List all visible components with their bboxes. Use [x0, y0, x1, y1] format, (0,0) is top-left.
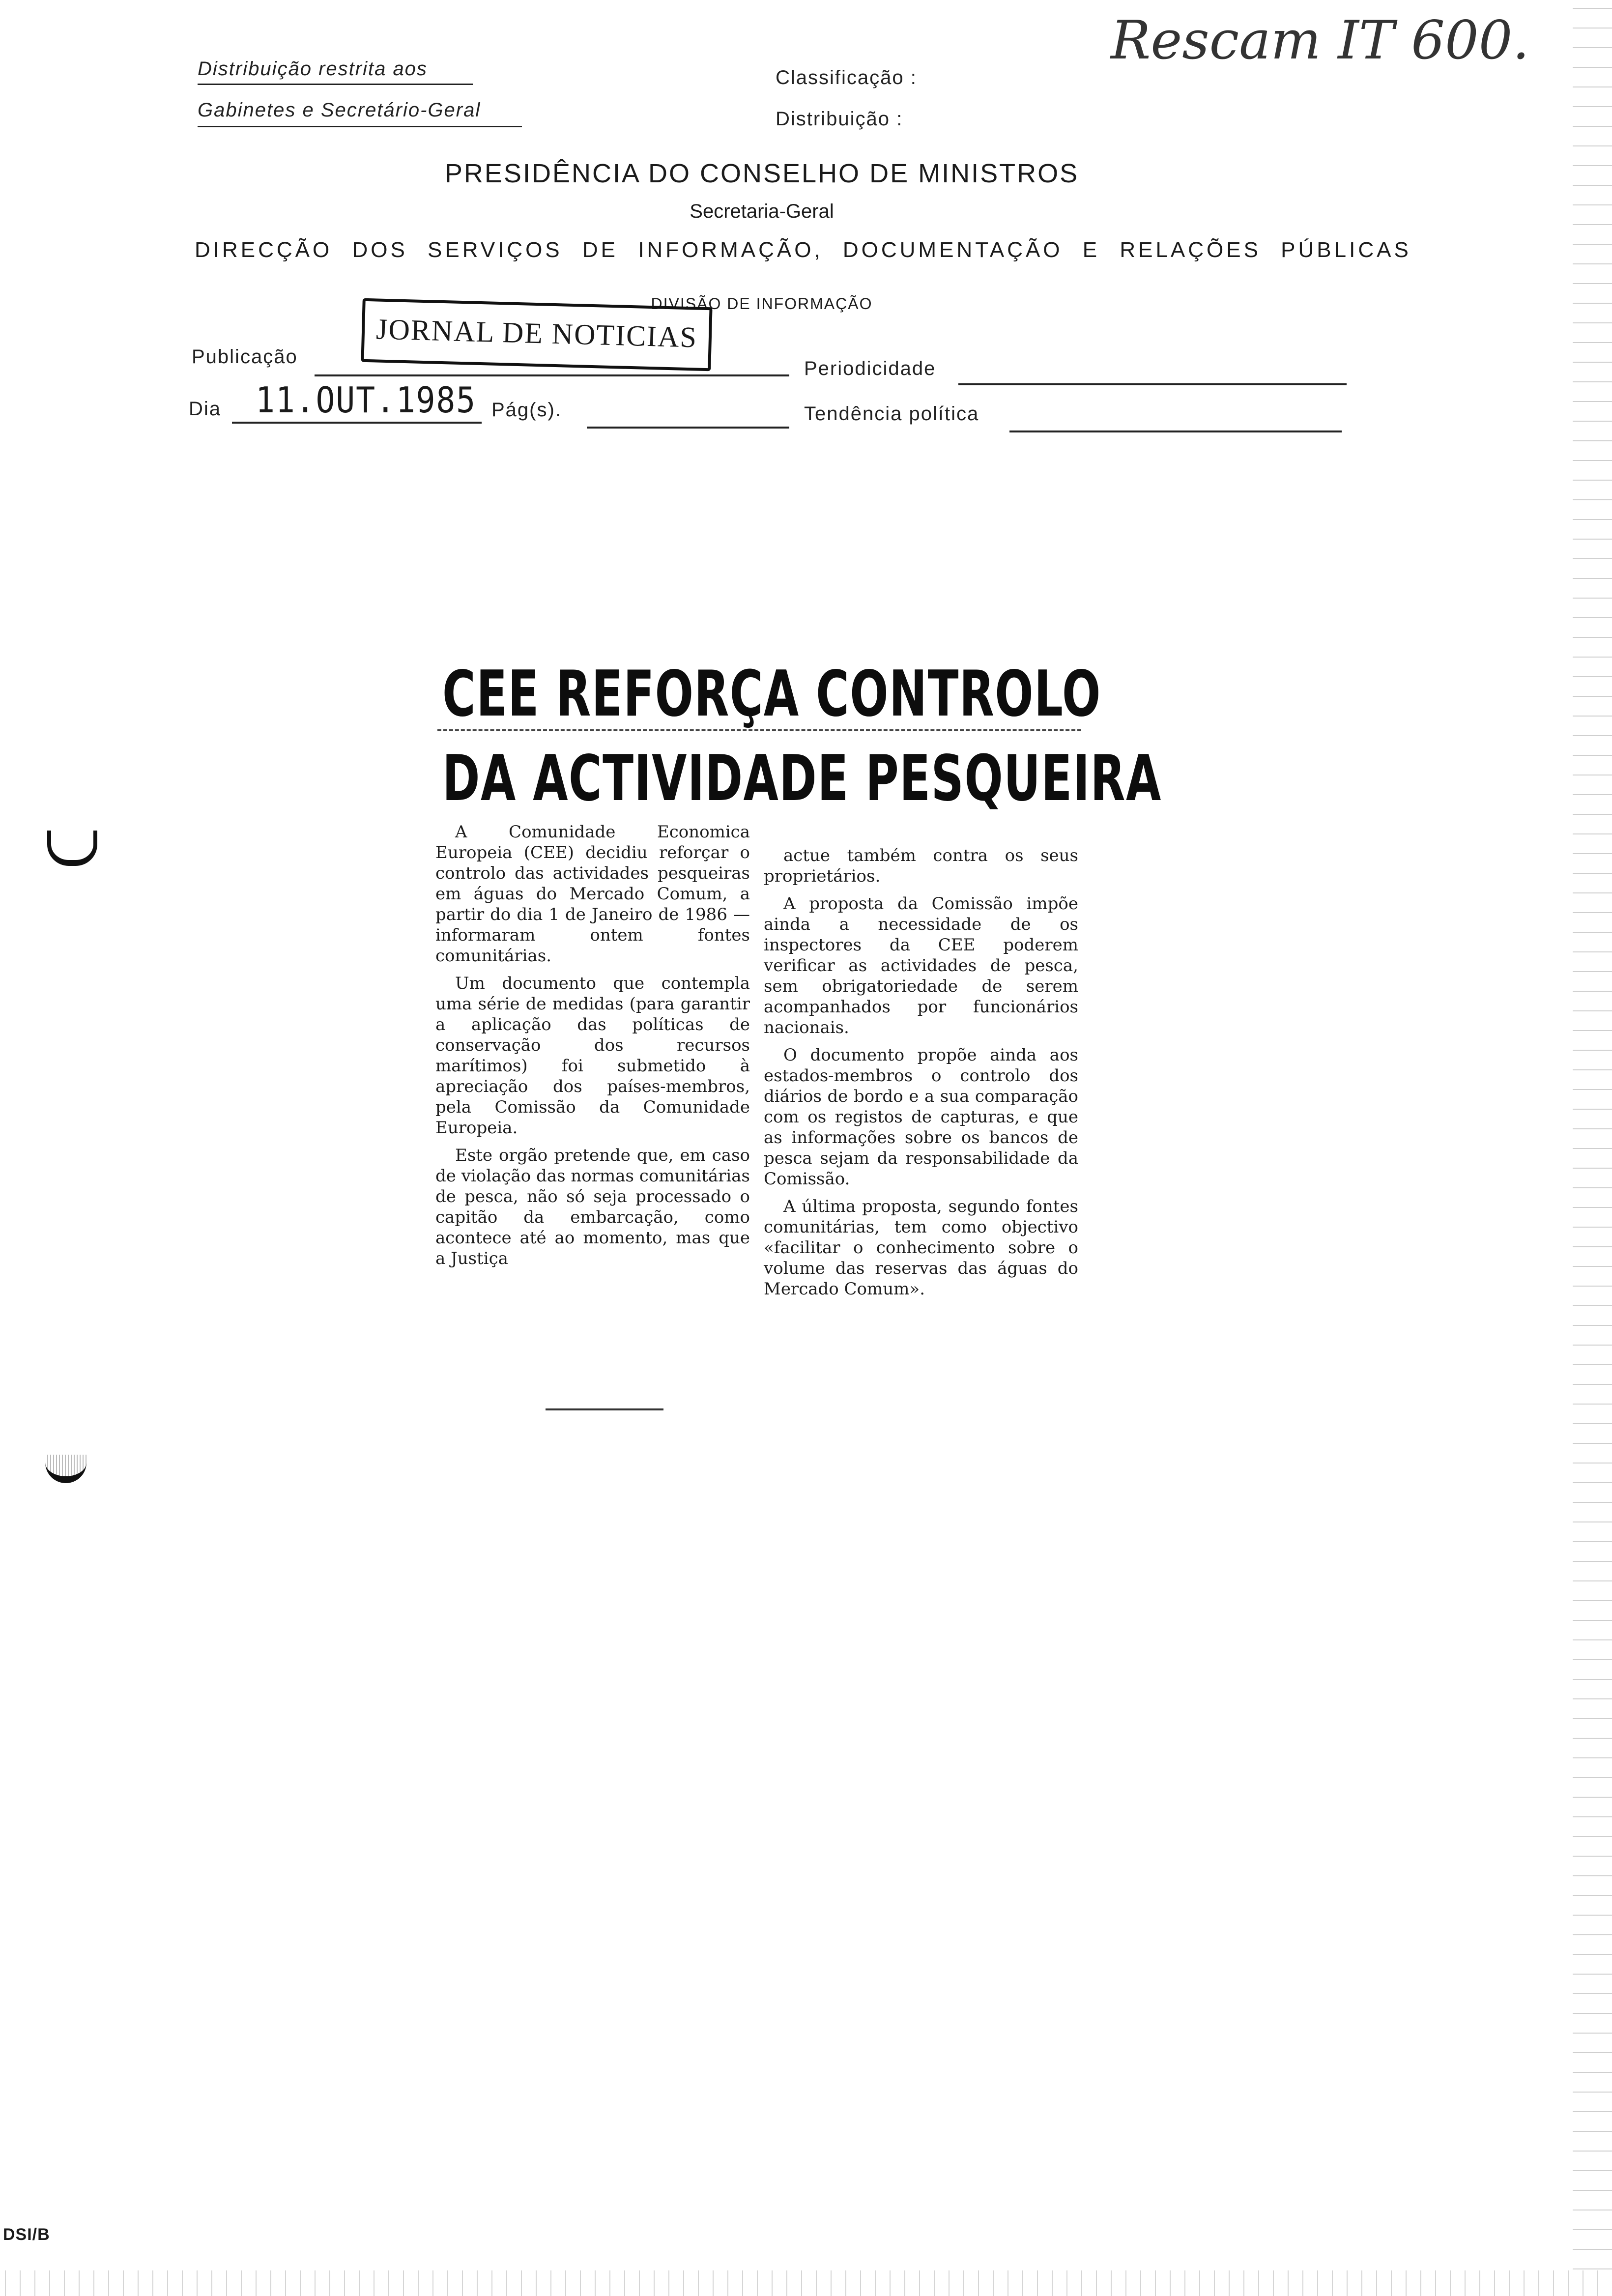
periodicity-label: Periodicidade — [804, 358, 936, 379]
headline-rule — [437, 729, 1081, 731]
pages-field-line — [587, 427, 789, 429]
article-col1-paragraph-3: Este orgão pretende que, em caso de violação das normas comunitárias de pesca, não só seja processado o capitão da embarcação, como acontece até ao momento, mas que a Justiça — [435, 1146, 750, 1268]
tendency-label: Tendência política — [804, 403, 979, 425]
secretariat-subtitle: Secretaria-Geral — [690, 201, 834, 222]
restricted-distribution-line-2: Gabinetes e Secretário-Geral — [198, 99, 481, 121]
article-col1-paragraph-1: A Comunidade Economica Europeia (CEE) decidiu reforçar o controlo das actividades pesqueiras em águas do Mercado Comum, a partir do dia 1 de Janeiro de 1986 — informaram ontem fontes comunitárias. — [435, 822, 750, 966]
article-col1-paragraph-2: Um documento que contempla uma série de medidas (para garantir a aplicação das políticas de conservação dos recursos marítimos) foi submetido à apreciação dos países-membros, pela Comissão da Comunidade Europeia. — [435, 974, 750, 1138]
distribution-label: Distribuição : — [776, 108, 903, 130]
publication-field-line — [315, 374, 789, 376]
punch-hole-bottom — [45, 1455, 86, 1483]
day-field-line — [232, 422, 482, 424]
classification-label: Classificação : — [776, 67, 917, 88]
publication-stamp: JORNAL DE NOTICIAS — [361, 298, 712, 372]
article-col2-paragraph-1: actue também contra os seus proprietários. — [764, 846, 1078, 886]
publication-label: Publicação — [192, 346, 298, 368]
directorate-title: DIRECÇÃO DOS SERVIÇOS DE INFORMAÇÃO, DOCUMENTAÇÃO E RELAÇÕES PÚBLICAS — [195, 238, 1411, 262]
scan-edge-bottom — [0, 2270, 1612, 2296]
restricted-distribution-line-1: Distribuição restrita aos — [198, 58, 428, 80]
article-end-rule — [546, 1408, 663, 1410]
article-col2-paragraph-4: A última proposta, segundo fontes comunitárias, tem como objectivo «facilitar o conhecimento sobre o volume das reservas das águas do Mercado Comum». — [764, 1197, 1078, 1299]
scan-edge-right — [1573, 0, 1612, 2296]
periodicity-field-line — [958, 383, 1347, 385]
division-subtitle: DIVISÃO DE INFORMAÇÃO — [651, 295, 873, 313]
presidency-title: PRESIDÊNCIA DO CONSELHO DE MINISTROS — [444, 159, 1079, 188]
day-value: 11.OUT.1985 — [256, 379, 476, 421]
pages-label: Pág(s). — [491, 399, 562, 421]
restricted-underline-2 — [198, 126, 522, 127]
day-label: Dia — [189, 398, 222, 420]
article-headline-line-2: DA ACTIVIDADE PESQUEIRA — [442, 742, 1162, 815]
footer-form-code: DSI/B — [3, 2225, 50, 2244]
article-column-1 — [435, 822, 750, 1276]
article-headline-line-1: CEE REFORÇA CONTROLO — [442, 658, 1101, 731]
article-col2-paragraph-3: O documento propõe ainda aos estados-membros o controlo dos diários de bordo e a sua comparação com os registos de capturas, e que as informações sobre os bancos de pesca sejam da responsabilidade da Comissão. — [764, 1045, 1078, 1189]
article-col2-paragraph-2: A proposta da Comissão impõe ainda a necessidade de os inspectores da CEE poderem verificar as actividades de pesca, sem obrigatoriedade de serem acompanhados por funcionários nacionais. — [764, 894, 1078, 1037]
punch-hole-top — [47, 831, 97, 866]
restricted-underline-1 — [198, 84, 473, 85]
handwritten-reference-note: Rescam IT 600. — [1111, 10, 1529, 71]
article-column-2 — [764, 845, 1078, 1306]
tendency-field-line — [1009, 430, 1342, 432]
